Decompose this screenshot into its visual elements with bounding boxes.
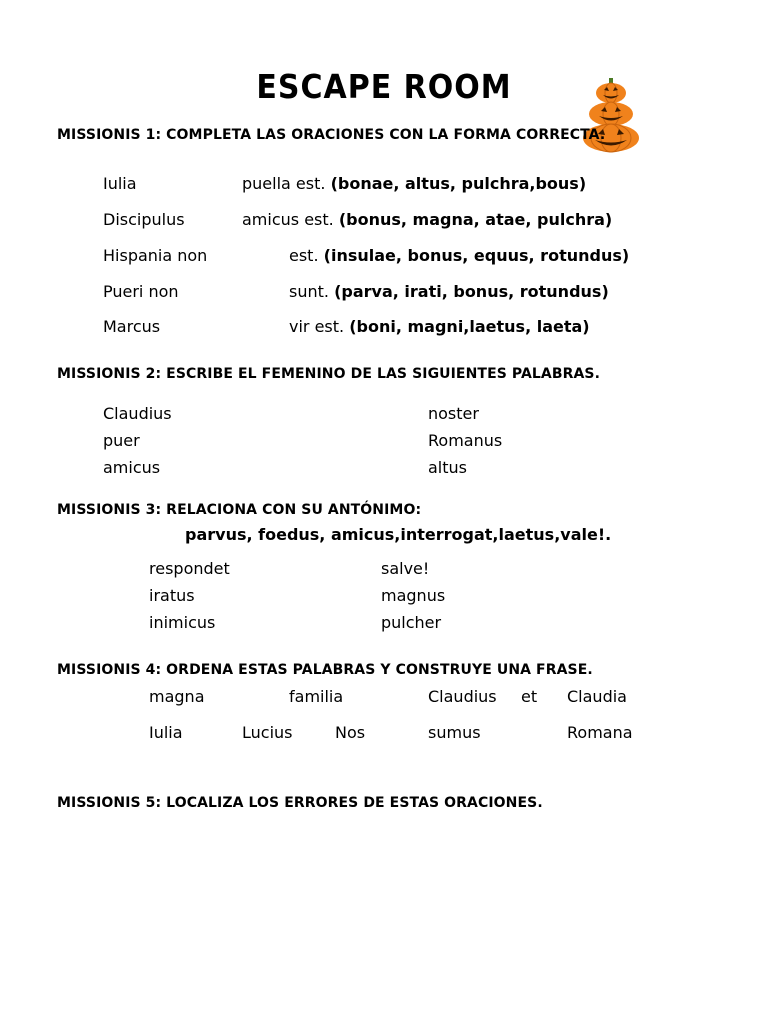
mission3-word: pulcher [381,613,442,632]
mission2-heading: MISSIONIS 2: ESCRIBE EL FEMENINO DE LAS SIGUIENTES PALABRAS. [57,366,601,382]
mission1-sentence: puella est. (bonae, altus, pulchra,bous) [242,174,587,193]
mission2-word: puer [103,431,140,450]
mission4-word: et [521,687,538,706]
mission3-word: respondet [149,559,230,578]
mission3-word: inimicus [149,613,216,632]
mission2-word: noster [428,404,479,423]
mission4-word: Lucius [242,723,293,742]
mission4-word: Claudius [428,687,497,706]
mission3-options: parvus, foedus, amicus,interrogat,laetus,vale!. [185,525,612,544]
mission2-word: Romanus [428,431,503,450]
mission5-heading: MISSIONIS 5: LOCALIZA LOS ERRORES DE ESTAS ORACIONES. [57,795,543,811]
mission4-word: familia [289,687,344,706]
mission1-subject: Discipulus [103,210,185,229]
mission4-word: Nos [335,723,366,742]
mission3-word: iratus [149,586,195,605]
mission3-word: magnus [381,586,446,605]
page-title: ESCAPE ROOM [256,68,512,107]
mission4-word: sumus [428,723,481,742]
mission4-word: magna [149,687,205,706]
mission4-word: Iulia [149,723,183,742]
mission4-word: Romana [567,723,633,742]
mission1-sentence: amicus est. (bonus, magna, atae, pulchra) [242,210,613,229]
mission1-sentence: est. (insulae, bonus, equus, rotundus) [289,246,630,265]
mission1-subject: Pueri non [103,282,179,301]
mission1-subject: Hispania non [103,246,208,265]
mission4-word: Claudia [567,687,627,706]
mission3-word: salve! [381,559,430,578]
mission1-sentence: sunt. (parva, irati, bonus, rotundus) [289,282,609,301]
mission3-heading: MISSIONIS 3: RELACIONA CON SU ANTÓNIMO: [57,502,422,518]
mission2-word: Claudius [103,404,172,423]
mission1-sentence: vir est. (boni, magni,laetus, laeta) [289,317,590,336]
mission4-heading: MISSIONIS 4: ORDENA ESTAS PALABRAS Y CONSTRUYE UNA FRASE. [57,662,593,678]
mission1-subject: Marcus [103,317,161,336]
mission2-word: amicus [103,458,161,477]
mission2-word: altus [428,458,467,477]
mission1-subject: Iulia [103,174,137,193]
mission1-heading: MISSIONIS 1: COMPLETA LAS ORACIONES CON LA FORMA CORRECTA. [57,127,606,143]
